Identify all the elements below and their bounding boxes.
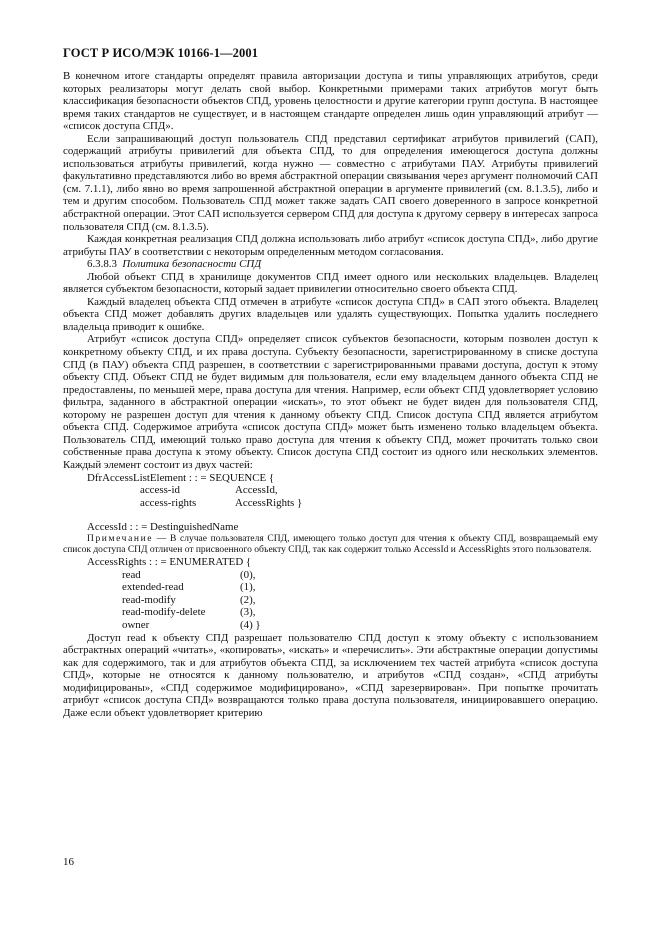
sequence-field	[87, 484, 598, 497]
paragraph: В конечном итоге стандарты определят правила авторизации доступа и типы управляющих атрибутов, среди которых реализаторы могут делать свой выбор. Конкретными примерами таких атрибутов могут быть классификация безопасности объектов СПД, уровень целостности и другие категории групп доступа. В настоящее время таких стандартов не существует, и в настоящем стандарте определен лишь один управляющий атрибут — «список доступа СПД».	[63, 70, 598, 133]
paragraph: Каждый владелец объекта СПД отмечен в атрибуте «список доступа СПД» в САП этого объекта. Владелец объекта СПД может добавлять других владельцев или удалять существующих. Попытка удалить последнего владельца приводит к ошибке.	[63, 295, 598, 333]
enum-item	[87, 569, 598, 582]
sequence-field	[87, 497, 598, 510]
paragraph: Атрибут «список доступа СПД» определяет список субъектов безопасности, которым позволен доступ к конкретному объекту СПД, и их права доступа. Субъекту безопасности, зарегистрированному в списке доступа СПД (в ПАУ) объекта СПД разрешен, в соответствии с зарегистрированными правами доступа, доступ к этому объекту СПД. Объект СПД не будет видимым для пользователя, если ему владельцем данного объекта СПД не предоставлены, по меньшей мере, права доступа для чтения. Например, если объект СПД удовлетворяет условию фильтра, заданного в абстрактной операции «искать», то этот объект не будет виден для пользователя СПД, которому не разрешен доступ для чтения к данному объекту СПД. Список доступа СПД является атрибутом объекта СПД. Содержимое атрибута «список доступа СПД» может быть изменено только владельцем объекта. Пользователь СПД, имеющий только право доступа для чтения к объекту СПД, может прочитать только свои собственные права доступа к этому объекту. Список доступа СПД состоит из одного или нескольких элементов. Каждый элемент состоит из двух частей:	[63, 333, 598, 471]
paragraph: Доступ read к объекту СПД разрешает пользователю СПД доступ к этому объекту с использованием абстрактных операций «читать», «копировать», «искать» и «перечислить». Эти абстрактные операции допустимы как для содержимого, так и для атрибутов объекта СПД, за исключением тех частей атрибута «список доступа СПД», которые не относятся к данному пользователю, и атрибутов «СПД создан», «СПД атрибуты модифицированы», «СПД содержимое модифицировано», «СПД зарезервирован». При попытке прочитать атрибут «список доступа СПД» возвращаются только права доступа пользователя, инициировавшего операцию. Даже если объект удовлетворяет критерию	[63, 631, 598, 719]
note-text: — В случае пользователя СПД, имеющего только доступ для чтения к объекту СПД, возвращаемый ему список доступа СПД отличен от присвоенного объекту СПД, так как содержит только AccessId и AccessRights этого пользователя.	[63, 533, 599, 555]
enum-item-name: owner	[122, 619, 150, 632]
enum-item	[87, 581, 598, 594]
standard-title: ГОСТ Р ИСО/МЭК 10166-1—2001	[63, 46, 259, 60]
paragraph: Любой объект СПД в хранилище документов СПД имеет одного или нескольких владельцев. Владелец является субъектом безопасности, который задает привилегии относительно своего объекта СПД.	[63, 270, 598, 296]
enum-item-value: (3),	[240, 606, 256, 619]
enum-item-name: read	[122, 568, 141, 581]
note	[63, 534, 598, 557]
enum-item-value: (0),	[240, 568, 256, 581]
field-name: access-id	[140, 484, 180, 497]
note-label: Примечание	[87, 533, 154, 544]
enum-item-value: (1),	[240, 581, 256, 594]
paragraph: Если запрашивающий доступ пользователь СПД представил сертификат атрибутов привилегий (САП), содержащий атрибуты привилегий для объекта СПД, то для определения имеющегося доступа должны использоваться атрибуты привилегий, когда нужно — совместно с атрибутами ПАУ. Атрибуты привилегий факультативно представляются либо во время абстрактной операции связывания через аргумент полномочий САП (см. 7.1.1), либо явно во время запрошенной абстрактной операции в аргументе привилегий (см. 8.1.3.5), либо и тем и другим способом. Пользователь СПД может также задать САП своего доверенного в запросе конкретной абстрактной операции. Этот САП используется сервером СПД для доступа к другому серверу в интересах запроса пользователя СПД (см. 8.1.3.5).	[63, 132, 598, 233]
field-type: AccessId,	[235, 484, 278, 497]
asn1-enumerated-definition	[63, 556, 598, 631]
page-number: 16	[63, 856, 74, 868]
section-number: 6.3.8.3	[87, 258, 117, 271]
field-name: access-rights	[140, 496, 197, 509]
page-body	[63, 70, 598, 719]
enum-item-name: read-modify-delete	[122, 606, 206, 619]
section-title: Политика безопасности СПД	[122, 258, 262, 271]
enumerated-declaration: AccessRights : : = ENUMERATED {	[87, 556, 252, 569]
enum-item	[87, 594, 598, 607]
enum-item-value: (4) }	[240, 619, 261, 632]
sequence-declaration: DfrAccessListElement : : = SEQUENCE {	[87, 471, 275, 484]
enum-item	[87, 606, 598, 619]
enum-item-value: (2),	[240, 593, 256, 606]
enum-item	[87, 619, 598, 632]
enum-item-name: extended-read	[122, 581, 184, 594]
field-type: AccessRights }	[235, 496, 303, 509]
asn1-sequence-definition	[63, 472, 598, 534]
enum-item-name: read-modify	[122, 593, 176, 606]
accessid-declaration: AccessId : : = DestinguishedName	[87, 521, 239, 534]
section-heading	[63, 258, 598, 271]
paragraph: Каждая конкретная реализация СПД должна использовать либо атрибут «список доступа СПД», либо другие атрибуты ПАУ в соответствии с некоторым определенным методом согласования.	[63, 233, 598, 258]
